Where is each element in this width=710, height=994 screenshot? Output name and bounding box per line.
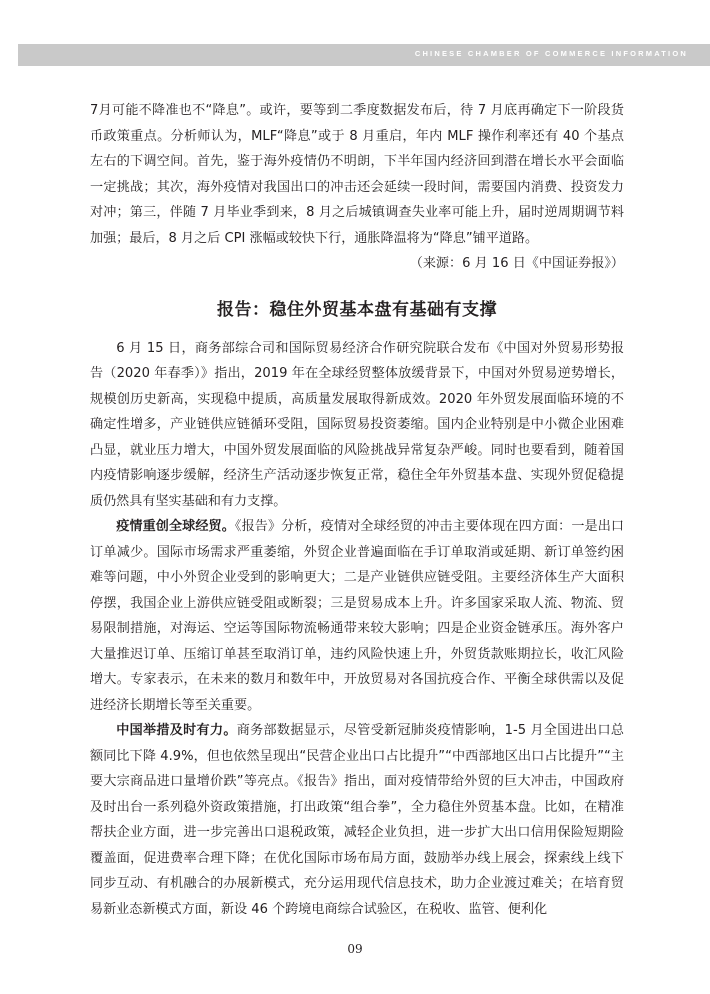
report-intro-paragraph: 6 月 15 日，商务部综合司和国际贸易经济合作研究院联合发布《中国对外贸易形势报告（2020 年春季）》指出，2019 年在全球经贸整体放缓背景下，中国对外贸易逆势增长，规模创历史新高，实现稳中提质，高质量发展取得新成效。2020 年外贸发展面临环境的不确定性增多，产业链供应链循环受阻，国际贸易投资萎缩。国内企业特别是中小微企业困难凸显，就业压力增大，中国外贸发展面临的风险挑战异常复杂严峻。同时也要看到，随着国内疫情影响逐步缓解，经济生产活动逐步恢复正常，稳住全年外贸基本盘、实现外贸促稳提质仍然具有坚实基础和有力支撑。 xyxy=(90,340,624,509)
section1-body: 《报告》分析，疫情对全球经贸的冲击主要体现在四方面：一是出口订单减少。国际市场需求严重萎缩，外贸企业普遍面临在手订单取消或延期、新订单签约困难等问题，中小外贸企业受到的影响更大；二是产业链供应链受阻。主要经济体生产大面积停摆，我国企业上游供应链受阻或断裂；三是贸易成本上升。许多国家采取人流、物流、贸易限制措施，对海运、空运等国际物流畅通带来较大影响；四是企业资金链承压。海外客户大量推迟订单、压缩订单甚至取消订单，违约风险快速上升，外贸货款账期拉长，收汇风险增大。专家表示，在未来的数月和数年中，开放贸易对各国抗疫合作、平衡全球供需以及促进经济长期增长等至关重要。 xyxy=(90,519,625,713)
report-title: 报告：稳住外贸基本盘有基础有支撑 xyxy=(217,299,497,320)
header-tab xyxy=(0,44,18,66)
page-body xyxy=(90,98,624,922)
page-number: 09 xyxy=(347,942,363,956)
section1-paragraph xyxy=(90,514,624,718)
section2-paragraph xyxy=(90,718,624,922)
running-header: CHINESE CHAMBER OF COMMERCE INFORMATION xyxy=(414,49,688,58)
section2-lead: 中国举措及时有力。 xyxy=(116,723,237,738)
section2-body: 商务部数据显示，尽管受新冠肺炎疫情影响，1-5 月全国进出口总额同比下降 4.9%，但也依然呈现出“民营企业出口占比提升”“中西部地区出口占比提升”“主要大宗商品进口量增价跌”等亮点。《报告》指出，面对疫情带给外贸的巨大冲击，中国政府及时出台一系列稳外资政策措施，打出政策“组合拳”，全力稳住外贸基本盘。比如，在精准帮扶企业方面，进一步完善出口退税政策，减轻企业负担，进一步扩大出口信用保险短期险覆盖面，促进费率合理下降；在优化国际市场布局方面，鼓励举办线上展会，探索线上线下同步互动、有机融合的办展新模式，充分运用现代信息技术，助力企业渡过难关；在培育贸易新业态新模式方面，新设 46 个跨境电商综合试验区，在税收、监管、便利化 xyxy=(90,723,624,917)
continued-paragraph: 7月可能不降准也不“降息”。或许，要等到二季度数据发布后，待 7 月底再确定下一阶段货币政策重点。分析师认为，MLF“降息”或于 8 月重启，年内 MLF 操作利率还有 40 个基点左右的下调空间。首先，鉴于海外疫情仍不明朗，下半年国内经济回到潜在增长水平会面临一定挑战；其次，海外疫情对我国出口的冲击还会延续一段时间，需要国内消费、投资发力对冲；第三，伴随 7 月毕业季到来，8 月之后城镇调查失业率可能上升，届时逆周期调节料加强；最后，8 月之后 CPI 涨幅或较快下行，通胀降温将为“降息”铺平道路。 xyxy=(90,103,624,246)
source-citation: （来源：6 月 16 日《中国证券报》） xyxy=(409,256,624,271)
header-band xyxy=(0,44,710,66)
section1-lead: 疫情重创全球经贸。 xyxy=(116,519,235,534)
